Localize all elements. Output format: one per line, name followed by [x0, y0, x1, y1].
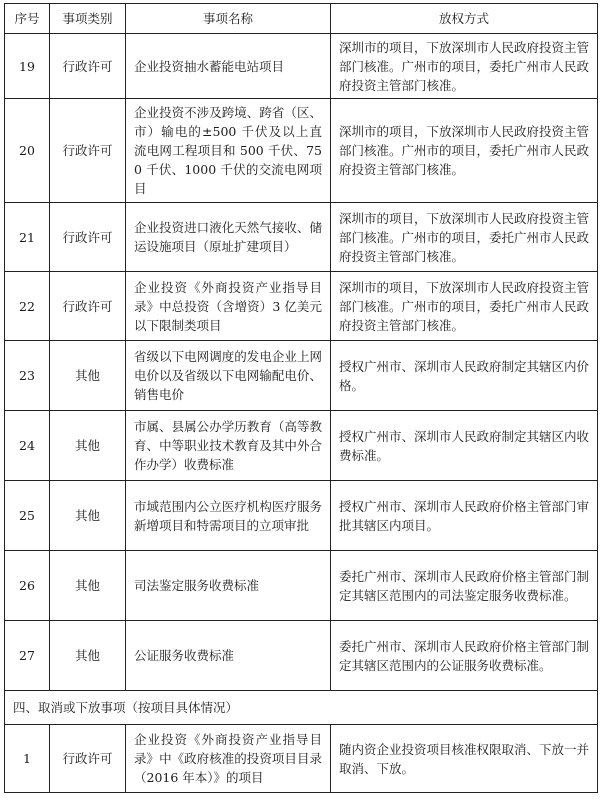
row-type: 其他	[50, 481, 126, 551]
row-num: 24	[5, 411, 50, 481]
row-type: 其他	[50, 341, 126, 411]
row-name: 司法鉴定服务收费标准	[126, 551, 331, 621]
table-row	[5, 99, 598, 203]
row-type: 行政许可	[50, 272, 126, 341]
row-name: 省级以下电网调度的发电企业上网电价以及省级以下电网输配电价、销售电价	[126, 341, 331, 411]
row-type: 行政许可	[50, 34, 126, 99]
header-num: 序号	[5, 4, 50, 34]
table-header-row	[5, 4, 598, 34]
table-row	[5, 203, 598, 272]
row-name: 企业投资《外商投资产业指导目录》中总投资（含增资）3 亿美元以下限制类项目	[126, 272, 331, 341]
row-method: 委托广州市、深圳市人民政府价格主管部门制定其辖区范围内的公证服务收费标准。	[331, 621, 598, 691]
table-row	[5, 411, 598, 481]
row-num: 26	[5, 551, 50, 621]
row-method: 授权广州市、深圳市人民政府制定其辖区内价格。	[331, 341, 598, 411]
row-name: 企业投资不涉及跨境、跨省（区、市）输电的±500 千伏及以上直流电网工程项目和 500 千伏、750 千伏、1000 千伏的交流电网项目	[126, 99, 331, 203]
section-title: 四、取消或下放事项（按项目具体情况）	[5, 691, 598, 725]
row-type: 行政许可	[50, 203, 126, 272]
row-type: 其他	[50, 621, 126, 691]
row-num: 20	[5, 99, 50, 203]
row-method: 深圳市的项目，下放深圳市人民政府投资主管部门核准。广州市的项目，委托广州市人民政府投资主管部门核准。	[331, 34, 598, 99]
header-method: 放权方式	[331, 4, 598, 34]
row-type: 行政许可	[50, 725, 126, 793]
table-row	[5, 481, 598, 551]
delegation-table	[4, 3, 598, 793]
row-type: 其他	[50, 551, 126, 621]
table-row	[5, 341, 598, 411]
row-type: 其他	[50, 411, 126, 481]
table-row	[5, 551, 598, 621]
header-type: 事项类别	[50, 4, 126, 34]
row-num: 22	[5, 272, 50, 341]
table-row	[5, 272, 598, 341]
row-type: 行政许可	[50, 99, 126, 203]
section-header-row	[5, 691, 598, 725]
row-method: 深圳市的项目，下放深圳市人民政府投资主管部门核准。广州市的项目，委托广州市人民政府投资主管部门核准。	[331, 272, 598, 341]
row-method: 授权广州市、深圳市人民政府制定其辖区内收费标准。	[331, 411, 598, 481]
row-num: 27	[5, 621, 50, 691]
row-method: 授权广州市、深圳市人民政府价格主管部门审批其辖区内项目。	[331, 481, 598, 551]
row-name: 企业投资进口液化天然气接收、储运设施项目（原址扩建项目）	[126, 203, 331, 272]
row-num: 23	[5, 341, 50, 411]
row-name: 企业投资《外商投资产业指导目录》中《政府核准的投资项目目录（2016 年本）》的项目	[126, 725, 331, 793]
table-row	[5, 621, 598, 691]
row-method: 深圳市的项目，下放深圳市人民政府投资主管部门核准。广州市的项目，委托广州市人民政府投资主管部门核准。	[331, 203, 598, 272]
row-method: 深圳市的项目，下放深圳市人民政府投资主管部门核准。广州市的项目，委托广州市人民政府投资主管部门核准。	[331, 99, 598, 203]
row-method: 随内资企业投资项目核准权限取消、下放一并取消、下放。	[331, 725, 598, 793]
row-name: 市属、县属公办学历教育（高等教育、中等职业技术教育及其中外合作办学）收费标准	[126, 411, 331, 481]
row-name: 企业投资抽水蓄能电站项目	[126, 34, 331, 99]
table-row	[5, 725, 598, 793]
row-name: 市域范围内公立医疗机构医疗服务新增项目和特需项目的立项审批	[126, 481, 331, 551]
row-num: 21	[5, 203, 50, 272]
row-num: 19	[5, 34, 50, 99]
row-method: 委托广州市、深圳市人民政府价格主管部门制定其辖区范围内的司法鉴定服务收费标准。	[331, 551, 598, 621]
table-row	[5, 34, 598, 99]
header-name: 事项名称	[126, 4, 331, 34]
row-num: 1	[5, 725, 50, 793]
row-name: 公证服务收费标准	[126, 621, 331, 691]
row-num: 25	[5, 481, 50, 551]
